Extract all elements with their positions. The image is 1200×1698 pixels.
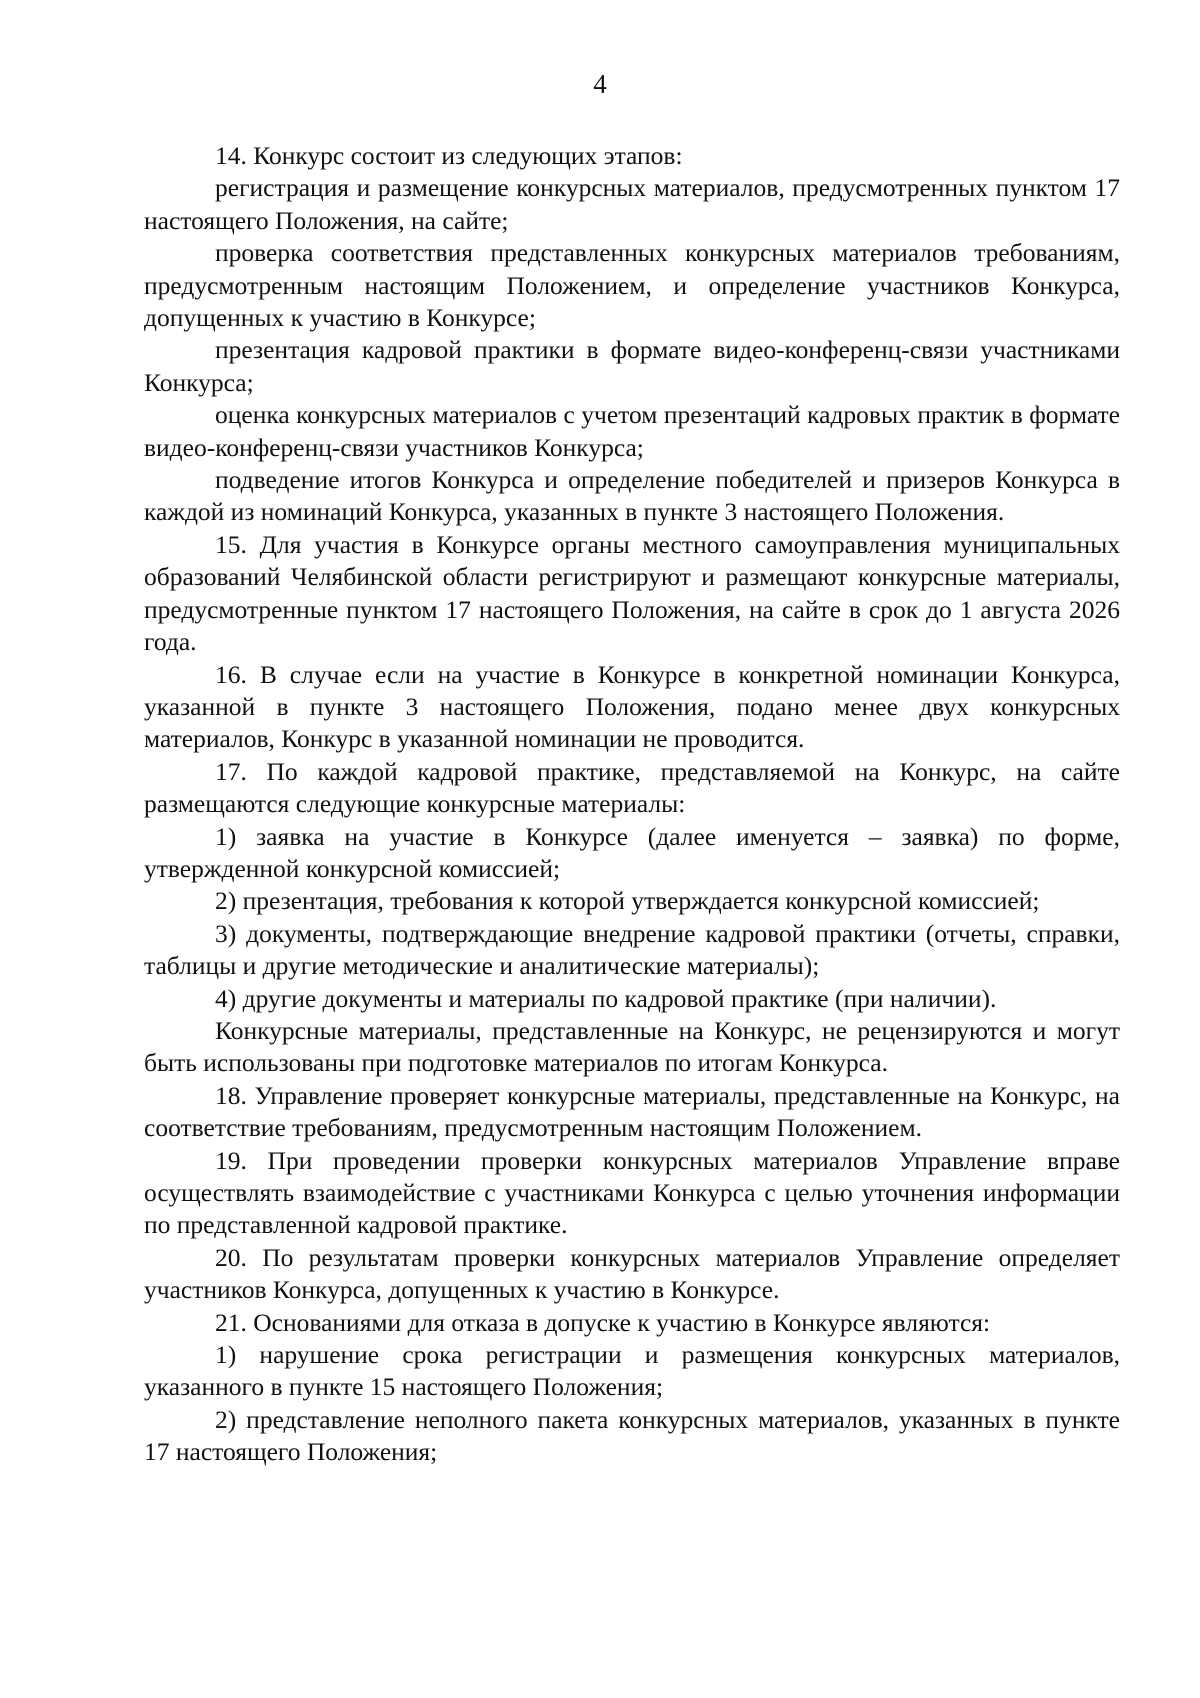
paragraph-15: 15. Для участия в Конкурсе органы местного самоуправления муниципальных образований Челябинской области регистрируют и размещают конкурсные материалы, предусмотренные пунктом 17 настоящего Положения, на сайте в срок до 1 августа 2026 года.: [144, 529, 1120, 657]
paragraph-stage-registration: регистрация и размещение конкурсных материалов, предусмотренных пунктом 17 настоящего Положения, на сайте;: [144, 173, 1120, 235]
paragraph-21-item-1: 1) нарушение срока регистрации и размещения конкурсных материалов, указанного в пункте 15 настоящего Положения;: [144, 1340, 1120, 1402]
paragraph-stage-evaluation: оценка конкурсных материалов с учетом презентаций кадровых практик в формате видео-конференц-связи участников Конкурса;: [144, 400, 1120, 462]
paragraph-20: 20. По результатам проверки конкурсных материалов Управление определяет участников Конкурса, допущенных к участию в Конкурсе.: [144, 1242, 1120, 1305]
paragraph-21: 21. Основаниями для отказа в допуске к участию в Конкурсе являются:: [215, 1307, 991, 1337]
paragraph-17-item-3: 3) документы, подтверждающие внедрение кадровой практики (отчеты, справки, таблицы и другие методические и аналитические материалы);: [144, 918, 1120, 981]
paragraph-stage-results: подведение итогов Конкурса и определение победителей и призеров Конкурса в каждой из номинаций Конкурса, указанных в пункте 3 настоящего Положения.: [144, 465, 1120, 527]
paragraph-17-item-1: 1) заявка на участие в Конкурсе (далее именуется – заявка) по форме, утвержденной конкурсной комиссией;: [144, 821, 1120, 883]
document-body: [144, 140, 1120, 1469]
paragraph-17-item-4: 4) другие документы и материалы по кадровой практике (при наличии).: [215, 983, 997, 1013]
paragraph-stage-verification: проверка соответствия представленных конкурсных материалов требованиям, предусмотренным настоящим Положением, и определение участников Конкурса, допущенных к участию в Конкурсе;: [144, 238, 1120, 333]
paragraph-18: 18. Управление проверяет конкурсные материалы, представленные на Конкурс, на соответствие требованиям, предусмотренным настоящим Положением.: [144, 1080, 1120, 1143]
paragraph-17-note: Конкурсные материалы, представленные на Конкурс, не рецензируются и могут быть использованы при подготовке материалов по итогам Конкурса.: [144, 1015, 1120, 1078]
paragraph-21-item-2: 2) представление неполного пакета конкурсных материалов, указанных в пункте 17 настоящего Положения;: [144, 1404, 1120, 1467]
paragraph-14-stages: 14. Конкурс состоит из следующих этапов:: [215, 141, 683, 170]
paragraph-17: 17. По каждой кадровой практике, представляемой на Конкурс, на сайте размещаются следующие конкурсные материалы:: [144, 756, 1120, 819]
page-number: 4: [593, 69, 607, 99]
paragraph-stage-presentation: презентация кадровой практики в формате видео-конференц-связи участниками Конкурса;: [144, 335, 1120, 397]
paragraph-16: 16. В случае если на участие в Конкурсе в конкретной номинации Конкурса, указанной в пункте 3 настоящего Положения, подано менее двух конкурсных материалов, Конкурс в указанной номинации не проводится.: [144, 659, 1120, 754]
paragraph-19: 19. При проведении проверки конкурсных материалов Управление вправе осуществлять взаимодействие с участниками Конкурса с целью уточнения информации по представленной кадровой практике.: [144, 1145, 1120, 1240]
paragraph-17-item-2: 2) презентация, требования к которой утверждается конкурсной комиссией;: [215, 886, 1040, 916]
